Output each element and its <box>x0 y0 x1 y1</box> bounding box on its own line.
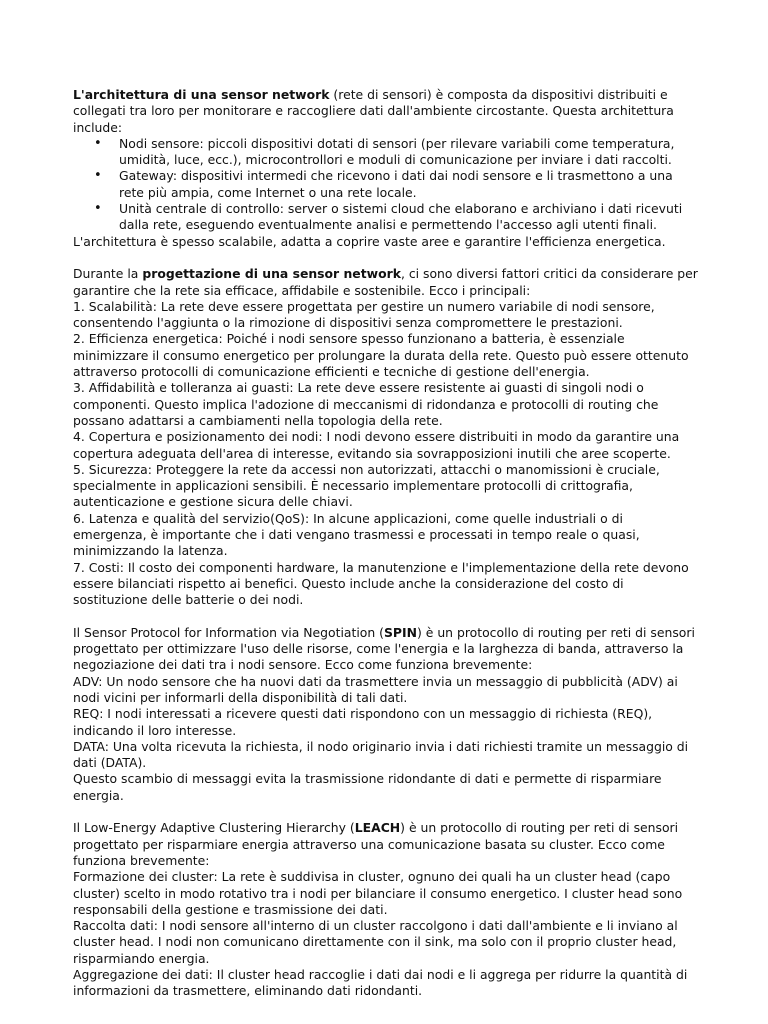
design-factor: 2. Efficienza energetica: Poiché i nodi sensore spesso funzionano a batteria, è essenziale minimizzare il consumo energetico per prolungare la durata della rete. Questo può essere ottenuto attraverso protocolli di comunicazione efficienti e tecniche di gestione dell'energia. <box>73 331 689 380</box>
leach-intro <box>73 820 698 869</box>
architecture-heading: L'architettura di una sensor network <box>73 87 330 102</box>
spin-heading: SPIN <box>384 624 417 640</box>
list-item: • Nodi sensore: piccoli dispositivi dotati di sensori (per rilevare variabili come temperatura, umidità, luce, ecc.), microcontrollori e moduli di comunicazione per inviare i dati raccolti. <box>119 136 698 169</box>
spin-step: REQ: I nodi interessati a ricevere questi dati rispondono con un messaggio di richiesta (REQ), indicando il loro interesse. <box>73 706 653 738</box>
paragraph-gap <box>73 250 698 266</box>
design-factor: 3. Affidabilità e tolleranza ai guasti: La rete deve essere resistente ai guasti di singoli nodi o componenti. Questo implica l'adozione di meccanismi di ridondanza e protocolli di routing che possano adattarsi a cambiamenti nella topologia della rete. <box>73 380 659 428</box>
spin-step: ADV: Un nodo sensore che ha nuovi dati da trasmettere invia un messaggio di pubblicità (ADV) ai nodi vicini per informarli della disponibilità di tali dati. <box>73 673 678 705</box>
list-item: • Unità centrale di controllo: server o sistemi cloud che elaborano e archiviano i dati ricevuti dalla rete, eseguendo eventualmente analisi e permettendo l'accesso agli utenti finali. <box>119 201 698 234</box>
design-intro-post: , ci sono diversi fattori critici da considerare per garantire che la rete sia efficace, affidabile e sostenibile. Ecco i principali: <box>73 266 698 298</box>
architecture-intro-text: (rete di sensori) è composta da dispositivi distribuiti e collegati tra loro per monitorare e raccogliere dati dall'ambiente circostante. Questa architettura include: <box>73 87 674 135</box>
design-factor: 7. Costi: Il costo dei componenti hardware, la manutenzione e l'implementazione della rete devono essere bilanciati rispetto ai benefici. Questo include anche la considerazione del costo di sostituzione delle batterie o dei nodi. <box>73 559 689 608</box>
leach-intro-post: ) è un protocollo di routing per reti di sensori progettato per risparmiare energia attraverso una comunicazione basata su cluster. Ecco come funziona brevemente: <box>73 820 679 868</box>
spin-intro <box>73 625 698 674</box>
leach-step: Raccolta dati: I nodi sensore all'interno di un cluster raccolgono i dati dall'ambiente e li inviano al cluster head. I nodi non comunicano direttamente con il sink, ma solo con il proprio cluster head, risparmiando energia. <box>73 918 678 966</box>
design-intro-pre: Durante la <box>73 266 143 282</box>
document-body <box>73 87 698 1000</box>
leach-step: Formazione dei cluster: La rete è suddivisa in cluster, ognuno dei quali ha un cluster head (capo cluster) scelto in modo rotativo tra i nodi per bilanciare il consumo energetico. I cluster head sono responsabili della gestione e trasmissione dei dati. <box>73 869 683 917</box>
design-factor: 4. Copertura e posizionamento dei nodi: I nodi devono essere distribuiti in modo da garantire una copertura adeguata dell'area di interesse, evitando sia sovrapposizioni inutili che aree scoperte. <box>73 429 680 461</box>
list-item: • Gateway: dispositivi intermedi che ricevono i dati dai nodi sensore e li trasmettono a una rete più ampia, come Internet o una rete locale. <box>119 168 698 201</box>
architecture-closing: L'architettura è spesso scalabile, adatta a coprire vaste aree e garantire l'efficienza energetica. <box>73 233 666 249</box>
paragraph-gap <box>73 609 698 625</box>
design-factor: 1. Scalabilità: La rete deve essere progettata per gestire un numero variabile di nodi sensore, consentendo l'aggiunta o la rimozione di dispositivi senza compromettere le prestazioni. <box>73 298 655 331</box>
spin-intro-post: ) è un protocollo di routing per reti di sensori progettato per ottimizzare l'uso delle risorse, come l'energia e la larghezza di banda, attraverso la negoziazione dei dati tra i nodi sensore. Ecco come funziona brevemente: <box>73 624 695 673</box>
paragraph-gap <box>73 804 698 820</box>
architecture-intro <box>73 87 698 136</box>
design-intro <box>73 266 698 299</box>
design-heading: progettazione di una sensor network <box>142 266 401 282</box>
spin-step: DATA: Una volta ricevuta la richiesta, il nodo originario invia i dati richiesti tramite un messaggio di dati (DATA). <box>73 738 689 771</box>
leach-step: Aggregazione dei dati: Il cluster head raccoglie i dati dai nodi e li aggrega per ridurre la quantità di informazioni da trasmettere, eliminando dati ridondanti. <box>73 967 688 999</box>
spin-summary: Questo scambio di messaggi evita la trasmissione ridondante di dati e permette di risparmiare energia. <box>73 771 662 803</box>
leach-heading: LEACH <box>354 820 401 836</box>
leach-intro-pre: Il Low-Energy Adaptive Clustering Hierarchy ( <box>73 820 355 836</box>
spin-intro-pre: Il Sensor Protocol for Information via Negotiation ( <box>73 624 384 640</box>
design-factor: 6. Latenza e qualità del servizio(QoS): In alcune applicazioni, come quelle industriali o di emergenza, è importante che i dati vengano trasmessi e processati in tempo reale o quasi, minimizzando la latenza. <box>73 510 640 559</box>
design-factor: 5. Sicurezza: Proteggere la rete da accessi non autorizzati, attacchi o manomissioni è cruciale, specialmente in applicazioni sensibili. È necessario implementare protocolli di crittografia, autenticazione e gestione sicura delle chiavi. <box>73 461 660 510</box>
architecture-components-list <box>73 136 698 234</box>
